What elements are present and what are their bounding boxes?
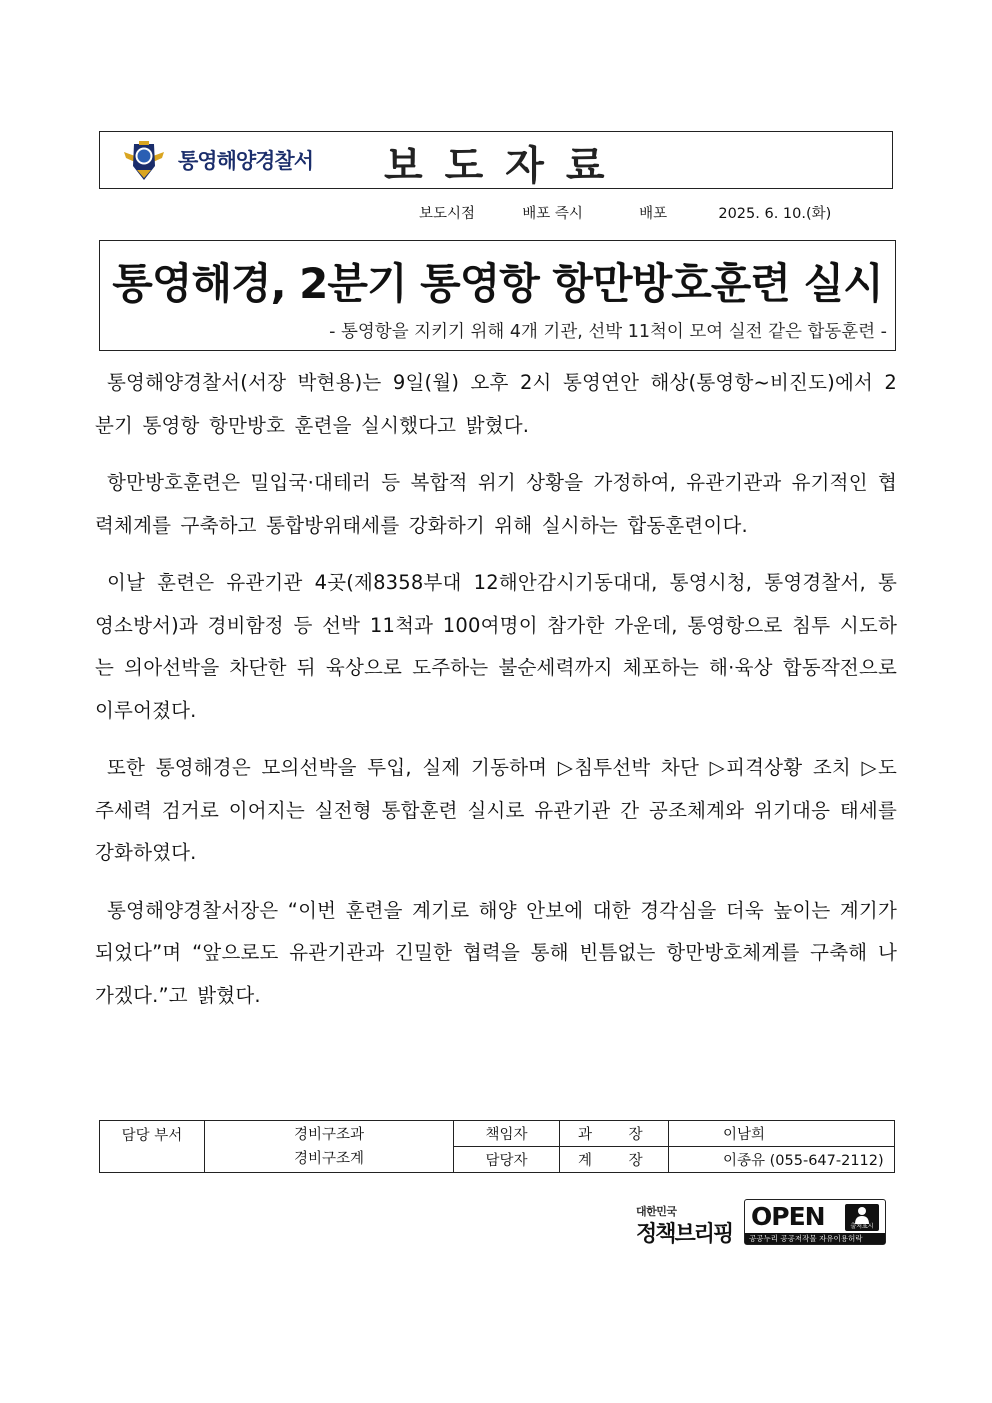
dept-line: 경비구조과 xyxy=(293,1126,365,1143)
article-body xyxy=(95,362,897,1032)
briefing-logo-small: 대한민국 xyxy=(636,1205,677,1218)
paragraph: 통영해양경찰서장은 “이번 훈련을 계기로 해양 안보에 대한 경각심을 더욱 높이는 계기가 되었다”며 “앞으로도 유관기관과 긴밀한 협력을 통해 빈틈없는 항만방호체계를 구축해 나가겠다.”고 밝혔다. xyxy=(95,898,897,1007)
table-row xyxy=(100,1121,895,1147)
headline: 통영해경, 2분기 통영항 항만방호훈련 실시 xyxy=(112,259,883,308)
contact-position: 계 장 xyxy=(560,1147,669,1173)
dept-names xyxy=(205,1121,454,1173)
document-type-title: 보도자료 xyxy=(384,143,627,189)
paragraph: 항만방호훈련은 밀입국·대테러 등 복합적 위기 상황을 가정하여, 유관기관과 유기적인 협력체계를 구축하고 통합방위태세를 강화하기 위해 실시하는 합동훈련이다. xyxy=(95,471,897,537)
contact-position: 과 장 xyxy=(560,1121,669,1147)
paragraph: 또한 통영해경은 모의선박을 투입, 실제 기동하며 ▷침투선박 차단 ▷피격상황 조치 ▷도주세력 검거로 이어지는 실전형 통합훈련 실시로 유관기관 간 공조체계와 위기대응 태세를 강화하였다. xyxy=(95,756,897,864)
attribution-person-icon xyxy=(845,1204,879,1231)
agency-name: 통영해양경찰서 xyxy=(178,149,314,173)
headline-box xyxy=(99,240,896,351)
dept-label: 담당 부서 xyxy=(100,1121,205,1173)
release-date: 2025. 6. 10.(화) xyxy=(718,206,832,222)
briefing-logo-text: 정책브리핑 xyxy=(636,1222,733,1247)
open-logo-text: OPEN xyxy=(751,1202,825,1231)
coast-guard-emblem-icon xyxy=(122,138,166,184)
release-label: 보도시점 xyxy=(419,206,476,222)
press-header xyxy=(99,131,893,189)
subheadline: - 통영항을 지키기 위해 4개 기관, 선박 11척이 모여 실전 같은 합동훈련 - xyxy=(329,322,887,342)
contact-table xyxy=(99,1120,895,1173)
release-timing: 배포 즉시 xyxy=(522,206,583,222)
contact-role: 담당자 xyxy=(454,1147,560,1173)
contact-role: 책임자 xyxy=(454,1121,560,1147)
contact-person: 이종유 (055-647-2112) xyxy=(669,1147,895,1173)
paragraph: 통영해양경찰서(서장 박현용)는 9일(월) 오후 2시 통영연안 해상(통영항~비진도)에서 2분기 통영항 항만방호 훈련을 실시했다고 밝혔다. xyxy=(95,371,897,437)
distribution-label: 배포 xyxy=(639,206,668,222)
open-caption: 공공누리 공공저작물 자유이용허락 xyxy=(745,1233,885,1244)
kogl-open-license-logo xyxy=(744,1199,886,1245)
release-info xyxy=(419,202,831,223)
policy-briefing-logo xyxy=(636,1203,734,1247)
contact-person: 이남희 xyxy=(669,1121,895,1147)
paragraph: 이날 훈련은 유관기관 4곳(제8358부대 12해안감시기동대대, 통영시청, 통영경찰서, 통영소방서)과 경비함정 등 선박 11척과 100여명이 참가한 가운데, 통영항으로 침투 시도하는 의아선박을 차단한 뒤 육상으로 도주하는 불순세력까지 체포하는 해·육상 합동작전으로 이루어졌다. xyxy=(95,571,897,722)
dept-line: 경비구조계 xyxy=(293,1150,365,1167)
open-icon-label: 출처표시 xyxy=(850,1223,874,1230)
